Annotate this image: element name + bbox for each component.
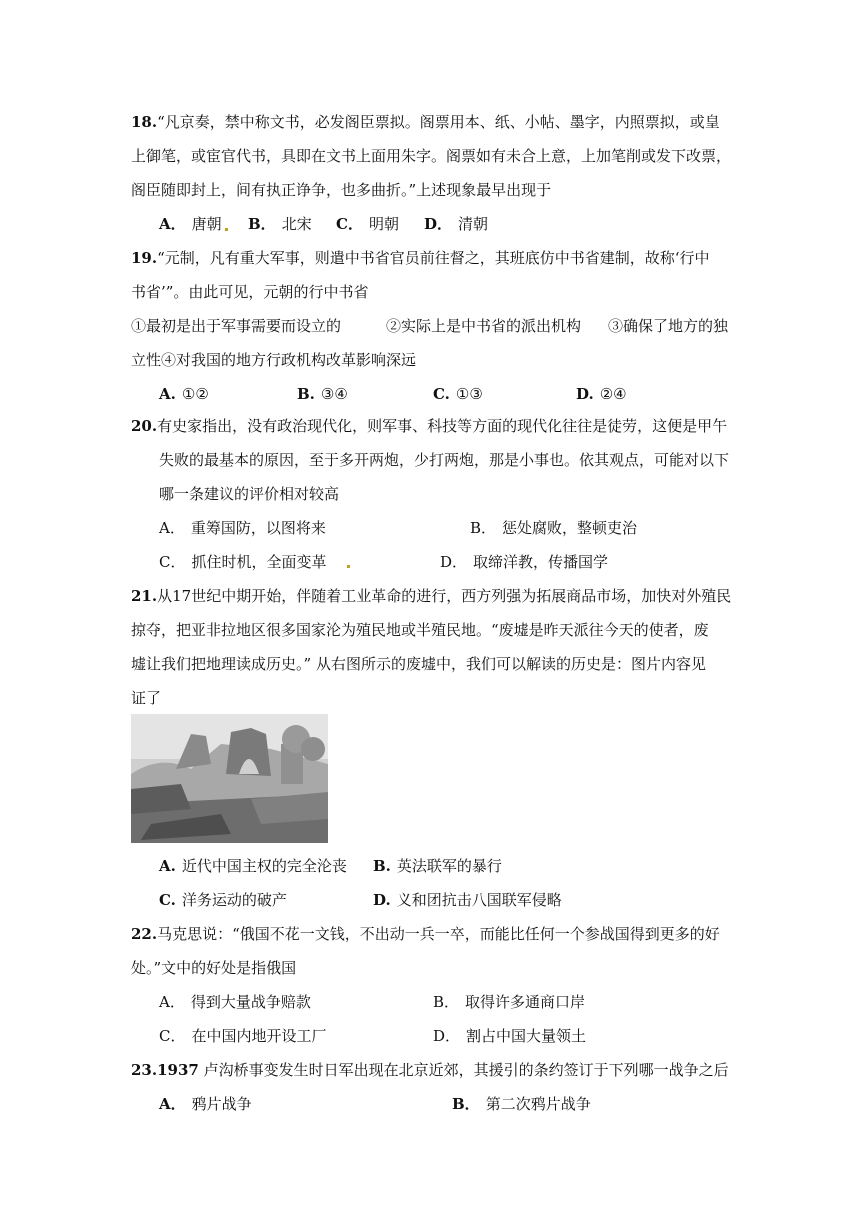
q21-option-a: A. 近代中国主权的完全沦丧 bbox=[159, 857, 347, 875]
q21-number: 21. bbox=[131, 587, 158, 605]
q18-line-2: 上御笔，或宦官代书，具即在文书上面用朱字。阁票如有未合上意，上加笔削或发下改票， bbox=[131, 147, 732, 165]
q20-option-a: A． 重筹国防，以图将来 bbox=[159, 519, 326, 537]
q20-option-d: D． 取缔洋教，传播国学 bbox=[440, 553, 609, 571]
q19-statement-3: ③确保了地方的独 bbox=[608, 317, 729, 335]
q23-text-1: 卢沟桥事变发生时日军出现在北京近郊，其援引的条约签订于下列哪一战争之后 bbox=[198, 1061, 729, 1079]
q21-option-b: B. 英法联军的暴行 bbox=[373, 857, 502, 875]
q19-option-b: B. ③④ bbox=[297, 385, 348, 403]
q19-text-1: “元制，凡有重大军事，则遣中书省官员前往督之，其班底仿中书省建制，故称‘行中 bbox=[157, 249, 710, 267]
q22-text-1: 马克思说：“俄国不花一文钱，不出动一兵一卒，而能比任何一个参战国得到更多的好 bbox=[157, 925, 720, 943]
q22-option-a: A． 得到大量战争赔款 bbox=[159, 993, 311, 1011]
q21-line-2: 掠夺，把亚非拉地区很多国家沦为殖民地或半殖民地。“废墟是昨天派往今天的使者，废 bbox=[131, 621, 709, 639]
q23-option-b: B． 第二次鸦片战争 bbox=[452, 1095, 591, 1113]
q18-line-1 bbox=[131, 112, 720, 132]
q23-option-a: A． 鸦片战争 bbox=[159, 1095, 252, 1113]
q19-line-2: 书省’”。由此可见，元朝的行中书省 bbox=[131, 283, 369, 301]
q18-option-a: A． 唐朝 bbox=[159, 214, 228, 234]
q18-number: 18. bbox=[131, 113, 158, 131]
q20-line-1 bbox=[131, 416, 727, 436]
ruins-photo bbox=[131, 714, 328, 843]
q18-line-3: 阁臣随即封上，间有执正诤争，也多曲折。”上述现象最早出现于 bbox=[131, 181, 552, 199]
q23-number: 23.1937 bbox=[131, 1061, 199, 1079]
q18-option-d: D． 清朝 bbox=[424, 215, 489, 233]
q20-line-3: 哪一条建议的评价相对较高 bbox=[159, 485, 340, 503]
q21-option-c: C. 洋务运动的破产 bbox=[159, 891, 287, 909]
q21-option-d: D. 义和团抗击八国联军侵略 bbox=[373, 891, 562, 909]
q19-statement-1: ①最初是出于军事需要而设立的 bbox=[131, 317, 342, 335]
mark-dot bbox=[225, 228, 228, 231]
q18-option-c: C． 明朝 bbox=[336, 215, 399, 233]
q22-option-d: D． 割占中国大量领土 bbox=[433, 1027, 587, 1045]
q21-line-1 bbox=[131, 586, 731, 606]
q22-number: 22. bbox=[131, 925, 158, 943]
q22-option-c: C． 在中国内地开设工厂 bbox=[159, 1027, 327, 1045]
q19-statement-2: ②实际上是中书省的派出机构 bbox=[386, 317, 582, 335]
q20-text-1: 有史家指出，没有政治现代化，则军事、科技等方面的现代化往往是徒劳，这便是甲午 bbox=[157, 417, 728, 435]
q20-option-c: C． 抓住时机，全面变革 bbox=[159, 553, 327, 571]
q20-number: 20. bbox=[131, 417, 158, 435]
q18-option-b: B． 北宋 bbox=[248, 215, 312, 233]
q22-line-1 bbox=[131, 924, 720, 944]
q23-line-1 bbox=[131, 1060, 729, 1080]
q21-text-1: 从17世纪中期开始，伴随着工业革命的进行，西方列强为拓展商品市场，加快对外殖民 bbox=[157, 587, 732, 605]
q20-line-2: 失败的最基本的原因，至于多开两炮，少打两炮，那是小事也。依其观点，可能对以下 bbox=[159, 451, 730, 469]
q20-option-b: B． 惩处腐败，整顿吏治 bbox=[470, 519, 638, 537]
q21-line-3: 墟让我们把地理读成历史。” 从右图所示的废墟中，我们可以解读的历史是：图片内容见 bbox=[131, 655, 706, 673]
q19-line-1 bbox=[131, 248, 710, 268]
q19-option-c: C. ①③ bbox=[433, 385, 483, 403]
mark-dot bbox=[347, 565, 350, 568]
q19-number: 19. bbox=[131, 249, 158, 267]
q19-statement-4: 立性④对我国的地方行政机构改革影响深远 bbox=[131, 351, 417, 369]
q18-text-1: “凡京奏，禁中称文书，必发阁臣票拟。阁票用本、纸、小帖、墨字，内照票拟，或皇 bbox=[157, 113, 720, 131]
q19-option-a: A. ①② bbox=[159, 385, 209, 403]
q22-line-2: 处。”文中的好处是指俄国 bbox=[131, 959, 297, 977]
q19-option-d: D. ②④ bbox=[576, 385, 627, 403]
q21-line-4: 证了 bbox=[131, 689, 162, 707]
q22-option-b: B． 取得许多通商口岸 bbox=[433, 993, 586, 1011]
